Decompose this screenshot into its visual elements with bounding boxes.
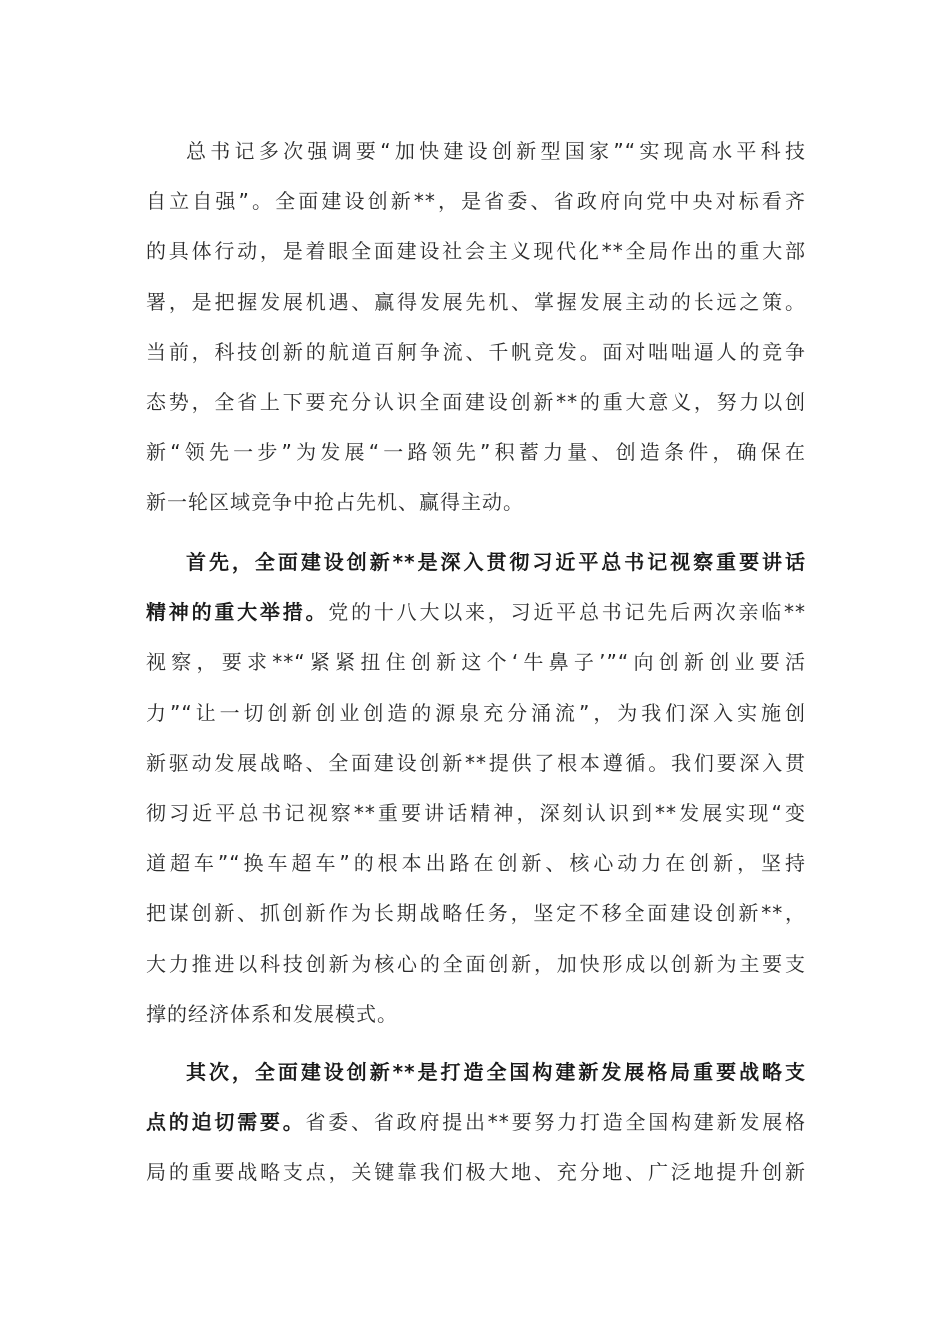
paragraph-line: 彻习近平总书记视察**重要讲话精神，深刻认识到**发展实现“变 bbox=[146, 800, 806, 825]
paragraph-heading-end: 精神的重大举措。 bbox=[146, 600, 329, 625]
paragraph-line: 局的重要战略支点，关键靠我们极大地、充分地、广泛地提升创新 bbox=[146, 1160, 806, 1185]
paragraph-line: 自立自强”。全面建设创新**，是省委、省政府向党中央对标看齐 bbox=[146, 189, 806, 214]
paragraph-1 bbox=[146, 126, 806, 528]
paragraph-line: 新驱动发展战略、全面建设创新**提供了根本遵循。我们要深入贯 bbox=[146, 750, 806, 775]
paragraph-line-rest: 省委、省政府提出**要努力打造全国构建新发展格 bbox=[305, 1110, 806, 1135]
paragraph-line: 的具体行动，是着眼全面建设社会主义现代化**全局作出的重大部 bbox=[146, 239, 806, 264]
paragraph-line: 态势，全省上下要充分认识全面建设创新**的重大意义，努力以创 bbox=[146, 389, 806, 414]
paragraph-line: 道超车”“换车超车”的根本出路在创新、核心动力在创新，坚持 bbox=[146, 851, 806, 876]
paragraph-heading-line: 其次，全面建设创新**是打造全国构建新发展格局重要战略支 bbox=[186, 1060, 806, 1084]
paragraph-line: 视察，要求**“紧紧扭住创新这个‘牛鼻子’”“向创新创业要活 bbox=[146, 650, 806, 675]
paragraph-heading-line: 首先，全面建设创新**是深入贯彻习近平总书记视察重要讲话 bbox=[186, 550, 806, 574]
paragraph-line: 把谋创新、抓创新作为长期战略任务，坚定不移全面建设创新**， bbox=[146, 901, 806, 926]
paragraph-line bbox=[146, 1097, 806, 1147]
paragraph-line: 新“领先一步”为发展“一路领先”积蓄力量、创造条件，确保在 bbox=[146, 440, 806, 465]
paragraph-line: 署，是把握发展机遇、赢得发展先机、掌握发展主动的长远之策。 bbox=[146, 289, 806, 314]
paragraph-2 bbox=[146, 537, 806, 1039]
paragraph-line bbox=[146, 587, 806, 637]
paragraph-line-rest: 党的十八大以来，习近平总书记先后两次亲临** bbox=[328, 600, 807, 625]
paragraph-heading-end: 点的迫切需要。 bbox=[146, 1110, 306, 1135]
paragraph-line: 当前，科技创新的航道百舸争流、千帆竞发。面对咄咄逼人的竞争 bbox=[146, 339, 806, 364]
paragraph-line: 总书记多次强调要“加快建设创新型国家”“实现高水平科技 bbox=[186, 139, 806, 163]
paragraph-line: 撑的经济体系和发展模式。 bbox=[146, 1001, 398, 1026]
paragraph-line: 新一轮区域竞争中抢占先机、赢得主动。 bbox=[146, 490, 524, 515]
paragraph-line: 力”“让一切创新创业创造的源泉充分涌流”，为我们深入实施创 bbox=[146, 700, 806, 725]
paragraph-line: 大力推进以科技创新为核心的全面创新，加快形成以创新为主要支 bbox=[146, 951, 806, 976]
paragraph-3 bbox=[146, 1047, 806, 1198]
